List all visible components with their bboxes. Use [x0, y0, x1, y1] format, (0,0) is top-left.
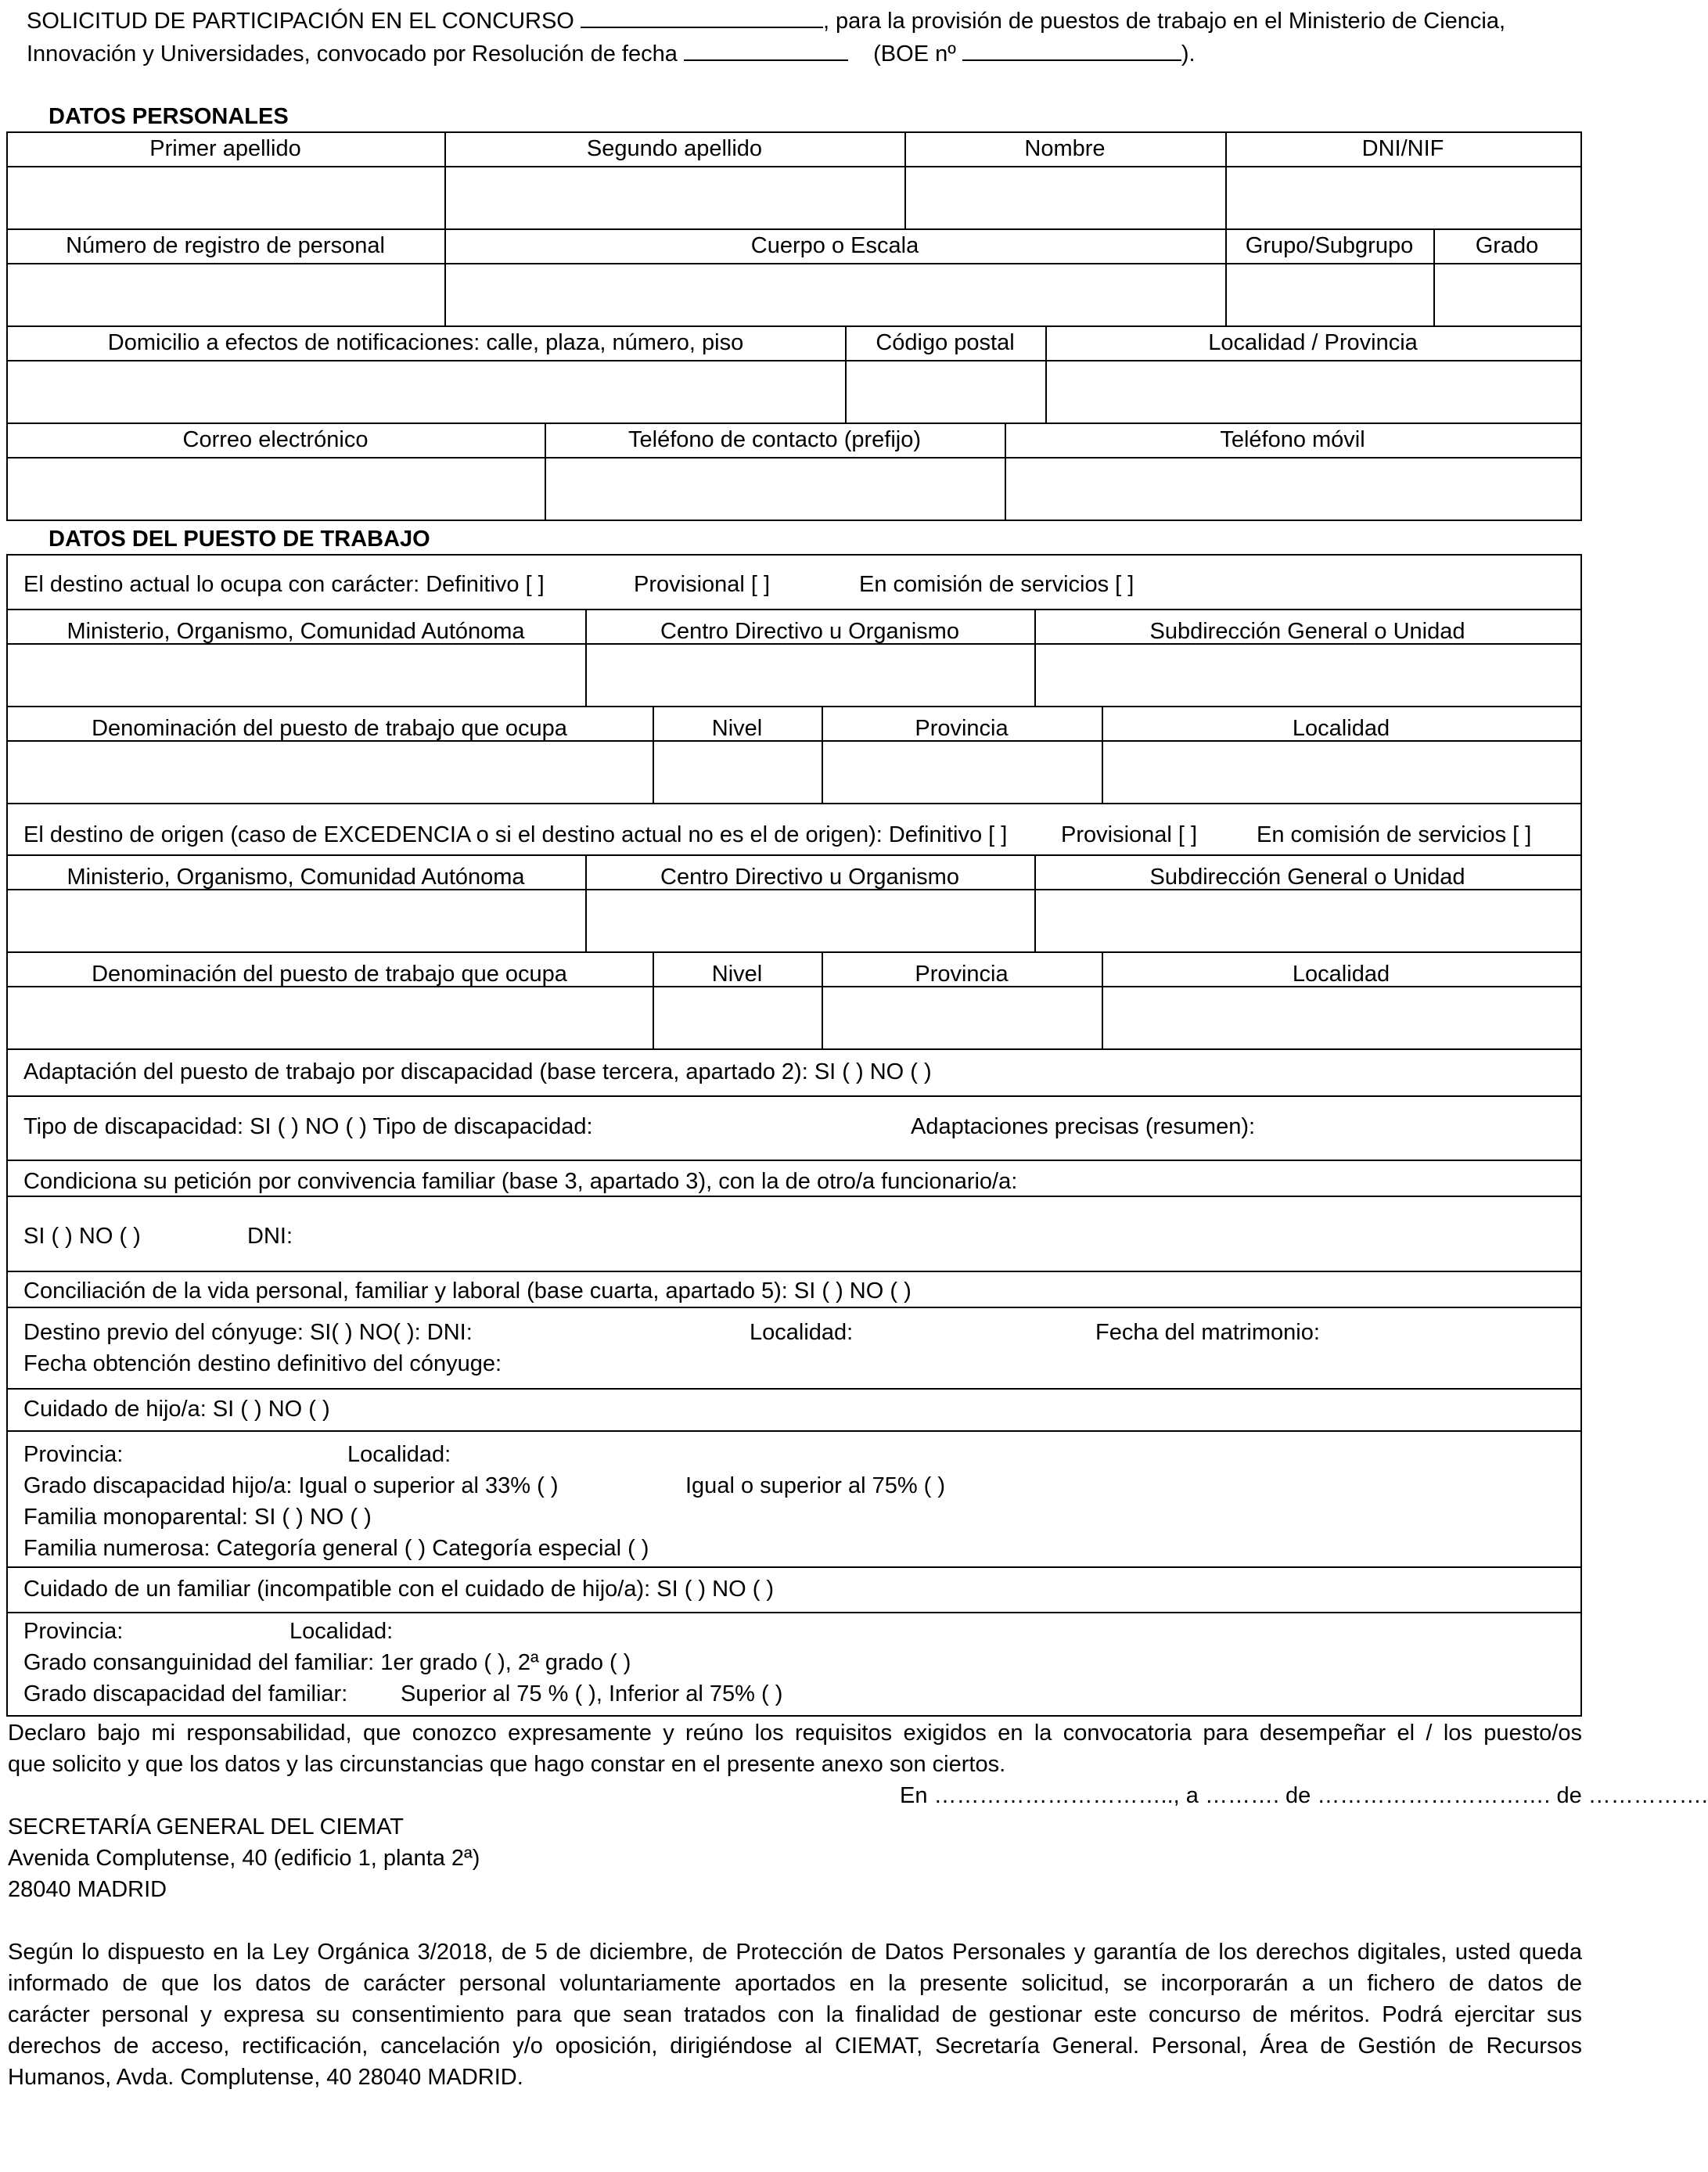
child-localidad: Localidad:: [347, 1442, 451, 1467]
fecha-blank[interactable]: [684, 39, 848, 61]
privacy-line-3: carácter personal y expresa su consentimiento para que sean tratados con la finalidad de gestionar este concurso de méritos. Podrá ejercitar sus: [8, 2002, 1582, 2027]
input-provincia[interactable]: [823, 742, 1100, 801]
concurso-blank[interactable]: [581, 6, 823, 28]
header-grado: Grado: [1475, 233, 1539, 258]
input-primer-apellido[interactable]: [8, 167, 443, 227]
date-place-line[interactable]: En ………………………….., a ………. de …………………………. de …………….: [900, 1783, 1708, 1808]
header-line2-b: (BOE nº: [873, 41, 956, 67]
address-line-3: 28040 MADRID: [8, 1877, 167, 1902]
header-nrp: Número de registro de personal: [66, 233, 385, 258]
input-centro-directivo[interactable]: [587, 645, 1033, 704]
origin-header-ministerio: Ministerio, Organismo, Comunidad Autónoma: [67, 865, 525, 890]
input-cuerpo[interactable]: [446, 264, 1224, 324]
input-grado[interactable]: [1435, 264, 1579, 324]
header-nivel: Nivel: [711, 716, 763, 741]
spouse-destination[interactable]: Destino previo del cónyuge: SI( ) NO( ): DNI:: [23, 1320, 473, 1345]
declaration-line-1: Declaro bajo mi responsabilidad, que conozco expresamente y reúno los requisitos exigidos en la convocatoria para desempeñar el / los puesto/os: [8, 1721, 1582, 1746]
header-title: SOLICITUD DE PARTICIPACIÓN EN EL CONCURSO: [27, 9, 574, 34]
conciliation-question[interactable]: Conciliación de la vida personal, familiar y laboral (base cuarta, apartado 5): SI ( ) NO ( ): [23, 1278, 912, 1304]
header-line-1: [27, 6, 1585, 36]
current-destination-comision[interactable]: En comisión de servicios [ ]: [859, 572, 1134, 597]
origin-input-provincia[interactable]: [823, 987, 1100, 1047]
header-line2-a: Innovación y Universidades, convocado por Resolución de fecha: [27, 41, 678, 67]
input-correo[interactable]: [8, 458, 543, 518]
origin-input-denominacion[interactable]: [8, 987, 651, 1047]
section-title-personal: DATOS PERSONALES: [49, 104, 289, 129]
header-localidad-provincia: Localidad / Provincia: [1208, 330, 1418, 355]
relative-care-question[interactable]: Cuidado de un familiar (incompatible con el cuidado de hijo/a): SI ( ) NO ( ): [23, 1577, 775, 1602]
origin-input-ministerio[interactable]: [8, 890, 584, 950]
header-domicilio: Domicilio a efectos de notificaciones: calle, plaza, número, piso: [107, 330, 744, 355]
input-localidad[interactable]: [1103, 742, 1579, 801]
header-localidad: Localidad: [1292, 716, 1390, 741]
disability-type[interactable]: Tipo de discapacidad: SI ( ) NO ( ) Tipo de discapacidad:: [23, 1114, 593, 1139]
header-movil: Teléfono móvil: [1220, 427, 1365, 452]
header-line2-c: ).: [1181, 41, 1196, 67]
header-denominacion: Denominación del puesto de trabajo que ocupa: [92, 716, 567, 741]
input-dni[interactable]: [1227, 167, 1579, 227]
origin-destination-provisional[interactable]: Provisional [ ]: [1061, 822, 1198, 847]
privacy-line-4: derechos de acceso, rectificación, cancelación y/o oposición, dirigiéndose al CIEMAT, Secretaría General. Personal, Área de Gestión de Recursos: [8, 2034, 1582, 2059]
adaptation-question[interactable]: Adaptación del puesto de trabajo por discapacidad (base tercera, apartado 2): SI ( ) NO ( ): [23, 1059, 932, 1084]
privacy-line-2: informado de que los datos de carácter personal voluntariamente aportados en la presente solicitud, se incorporarán a un fichero de datos de: [8, 1971, 1582, 1996]
input-grupo[interactable]: [1227, 264, 1432, 324]
input-localidad-provincia[interactable]: [1047, 361, 1579, 421]
header-segundo-apellido: Segundo apellido: [586, 136, 763, 161]
header-nombre: Nombre: [1024, 136, 1106, 161]
origin-input-localidad[interactable]: [1103, 987, 1579, 1047]
input-ministerio[interactable]: [8, 645, 584, 704]
child-disability-75[interactable]: Igual o superior al 75% ( ): [685, 1473, 946, 1498]
child-care-question[interactable]: Cuidado de hijo/a: SI ( ) NO ( ): [23, 1397, 330, 1422]
origin-header-denominacion: Denominación del puesto de trabajo que ocupa: [92, 962, 567, 987]
input-movil[interactable]: [1006, 458, 1579, 518]
input-codigo-postal[interactable]: [847, 361, 1044, 421]
section-title-job: DATOS DEL PUESTO DE TRABAJO: [49, 527, 430, 552]
cohabitation-dni: DNI:: [247, 1224, 293, 1249]
header-provincia: Provincia: [915, 716, 1009, 741]
header-ministerio: Ministerio, Organismo, Comunidad Autónoma: [67, 619, 525, 644]
relative-consanguinity[interactable]: Grado consanguinidad del familiar: 1er grado ( ), 2ª grado ( ): [23, 1650, 631, 1675]
header-subdireccion: Subdirección General o Unidad: [1149, 619, 1465, 644]
input-denominacion[interactable]: [8, 742, 651, 801]
spouse-definitive-date: Fecha obtención destino definitivo del cónyuge:: [23, 1351, 502, 1376]
relative-disability-options[interactable]: Superior al 75 % ( ), Inferior al 75% ( ): [401, 1681, 783, 1706]
current-destination-definitivo[interactable]: El destino actual lo ocupa con carácter: Definitivo [ ]: [23, 572, 545, 597]
cohabitation-question: Condiciona su petición por convivencia familiar (base 3, apartado 3), con la de otro/a funcionario/a:: [23, 1169, 1018, 1194]
current-destination-provisional[interactable]: Provisional [ ]: [634, 572, 771, 597]
header-cuerpo: Cuerpo o Escala: [750, 233, 919, 258]
origin-header-localidad: Localidad: [1292, 962, 1390, 987]
large-family[interactable]: Familia numerosa: Categoría general ( ) Categoría especial ( ): [23, 1536, 649, 1561]
origin-header-centro-directivo: Centro Directivo u Organismo: [660, 865, 959, 890]
origin-input-nivel[interactable]: [654, 987, 820, 1047]
origin-input-centro-directivo[interactable]: [587, 890, 1033, 950]
privacy-line-1: Según lo dispuesto en la Ley Orgánica 3/2018, de 5 de diciembre, de Protección de Datos Personales y garantía de los derechos digitales, usted queda: [8, 1940, 1582, 1965]
relative-localidad: Localidad:: [289, 1619, 394, 1644]
input-nivel[interactable]: [654, 742, 820, 801]
declaration-line-2: que solicito y que los datos y las circunstancias que hago constar en el presente anexo son ciertos.: [8, 1752, 1006, 1777]
header-telefono: Teléfono de contacto (prefijo): [628, 427, 921, 452]
origin-input-subdireccion[interactable]: [1036, 890, 1579, 950]
header-line1-rest: , para la provisión de puestos de trabajo en el Ministerio de Ciencia,: [822, 9, 1506, 34]
child-disability-degree[interactable]: Grado discapacidad hijo/a: Igual o superior al 33% ( ): [23, 1473, 559, 1498]
child-provincia: Provincia:: [23, 1442, 124, 1467]
spouse-localidad: Localidad:: [750, 1320, 854, 1345]
header-grupo: Grupo/Subgrupo: [1245, 233, 1414, 258]
origin-destination-comision[interactable]: En comisión de servicios [ ]: [1257, 822, 1532, 847]
origin-header-nivel: Nivel: [711, 962, 763, 987]
header-codigo-postal: Código postal: [876, 330, 1015, 355]
header-primer-apellido: Primer apellido: [149, 136, 301, 161]
input-nrp[interactable]: [8, 264, 443, 324]
input-domicilio[interactable]: [8, 361, 843, 421]
header-centro-directivo: Centro Directivo u Organismo: [660, 619, 959, 644]
privacy-line-5: Humanos, Avda. Complutense, 40 28040 MADRID.: [8, 2065, 523, 2090]
input-segundo-apellido[interactable]: [446, 167, 903, 227]
header-correo: Correo electrónico: [182, 427, 369, 452]
header-line-2: [27, 39, 1196, 69]
origin-header-provincia: Provincia: [915, 962, 1009, 987]
boe-blank[interactable]: [962, 39, 1181, 61]
header-dni: DNI/NIF: [1361, 136, 1444, 161]
origin-destination-definitivo[interactable]: El destino de origen (caso de EXCEDENCIA o si el destino actual no es el de origen): Definitivo [ ]: [23, 822, 1008, 847]
input-telefono[interactable]: [546, 458, 1003, 518]
cohabitation-si-no[interactable]: SI ( ) NO ( ): [23, 1224, 141, 1249]
input-nombre[interactable]: [906, 167, 1224, 227]
relative-provincia: Provincia:: [23, 1619, 124, 1644]
origin-header-subdireccion: Subdirección General o Unidad: [1149, 865, 1465, 890]
address-line-1: SECRETARÍA GENERAL DEL CIEMAT: [8, 1814, 404, 1839]
adaptations-summary: Adaptaciones precisas (resumen):: [911, 1114, 1256, 1139]
spouse-marriage-date: Fecha del matrimonio:: [1095, 1320, 1320, 1345]
address-line-2: Avenida Complutense, 40 (edificio 1, planta 2ª): [8, 1846, 480, 1871]
single-parent-family[interactable]: Familia monoparental: SI ( ) NO ( ): [23, 1505, 372, 1530]
input-subdireccion[interactable]: [1036, 645, 1579, 704]
relative-disability-label: Grado discapacidad del familiar:: [23, 1681, 348, 1706]
